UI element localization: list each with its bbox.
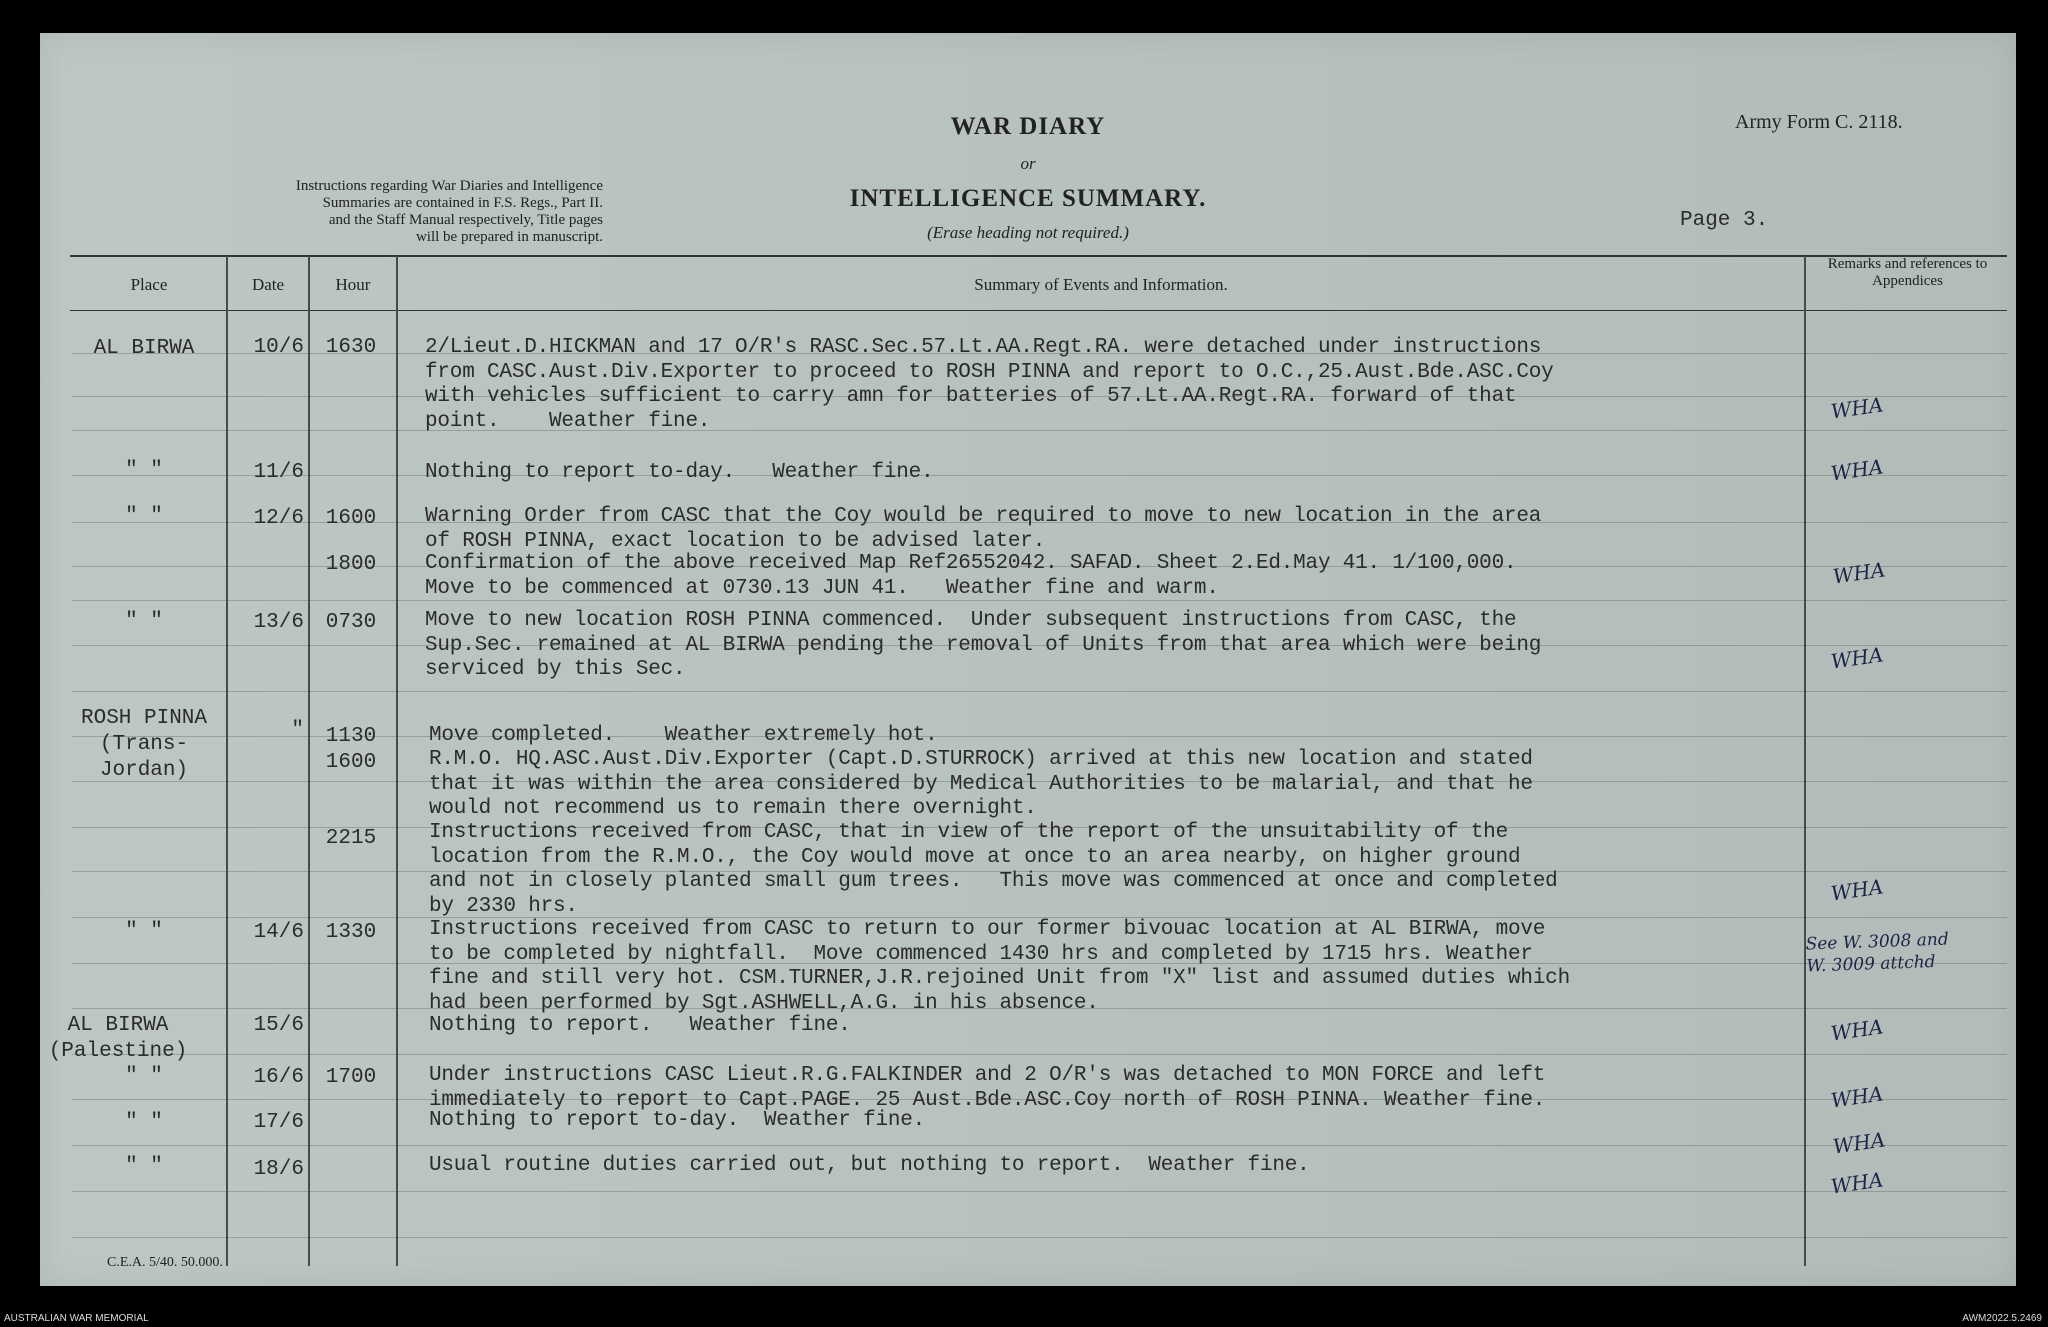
ruled-line <box>72 475 2007 476</box>
table-top-border <box>70 255 2007 257</box>
entry-hour: 0730 <box>325 611 377 634</box>
header-divider <box>70 310 2007 311</box>
war-diary-page <box>40 33 2016 1286</box>
entry-place: " " <box>125 610 163 633</box>
entry-date: 15/6 <box>253 1014 304 1037</box>
initials-signature: WHA <box>1829 642 1885 674</box>
ruled-line <box>72 1191 2007 1192</box>
entry-summary: Nothing to report to-day. Weather fine. <box>429 1109 926 1132</box>
entry-place: " " <box>125 1065 163 1088</box>
diary-subtitle: INTELLIGENCE SUMMARY. <box>849 185 1207 212</box>
column-header-place: Place <box>130 275 168 294</box>
entry-place: " " <box>125 459 163 482</box>
entry-date: 12/6 <box>253 507 304 530</box>
entry-summary: Nothing to report. Weather fine. <box>429 1014 851 1037</box>
archive-caption: AUSTRALIAN WAR MEMORIAL <box>4 1313 149 1324</box>
initials-signature: WHA <box>1829 874 1885 906</box>
entry-place: AL BIRWA (Palestine) <box>48 1014 188 1063</box>
entry-hour: 1700 <box>325 1066 377 1089</box>
print-code: C.E.A. 5/40. 50.000. <box>107 1255 223 1270</box>
column-header-remarks: Remarks and references to Appendices <box>1827 256 1988 289</box>
entry-hour: 1630 <box>325 336 377 359</box>
entry-date: " <box>291 719 304 742</box>
column-divider <box>396 256 398 1266</box>
instructions-line: will be prepared in manuscript. <box>415 229 603 245</box>
entry-date: 14/6 <box>253 921 304 944</box>
entry-place: " " <box>125 1155 163 1178</box>
entry-summary: R.M.O. HQ.ASC.Aust.Div.Exporter (Capt.D.STURROCK) arrived at this new location and stated that it was within the area considered by Medical Authorities to be malarial, and that he would not recommend us to remain there overnight. <box>429 748 1533 820</box>
entry-hour: 1800 <box>325 553 377 576</box>
entry-place: ROSH PINNA (Trans- Jordan) <box>80 707 208 782</box>
initials-signature: WHA <box>1829 1167 1885 1199</box>
erase-note: (Erase heading not required.) <box>927 223 1129 242</box>
form-number: Army Form C. 2118. <box>1735 111 1903 133</box>
instructions-line: Summaries are contained in F.S. Regs., Part II. <box>322 195 603 211</box>
entry-summary: Move to new location ROSH PINNA commenced. Under subsequent instructions from CASC, the Sup.Sec. remained at AL BIRWA pending the removal of Units from that area which were being serviced by this Sec. <box>425 609 1542 681</box>
entry-summary: Move completed. Weather extremely hot. <box>429 724 938 747</box>
diary-title: WAR DIARY <box>950 113 1106 140</box>
ruled-line <box>72 1237 2007 1238</box>
instructions-line: Instructions regarding War Diaries and Intelligence <box>295 178 603 194</box>
column-divider <box>1804 256 1806 1266</box>
column-header-summary: Summary of Events and Information. <box>974 275 1228 294</box>
entry-hour: 2215 <box>325 827 377 850</box>
column-header-hour: Hour <box>335 275 371 294</box>
entry-summary: Instructions received from CASC, that in view of the report of the unsuitability of the location from the R.M.O., the Coy would move at once to an area nearby, on higher ground and not in closely planted small gum trees. This move was commenced at once and completed by 2330 hrs. <box>429 821 1558 918</box>
initials-signature: WHA <box>1829 1014 1885 1046</box>
entry-summary: Warning Order from CASC that the Coy would be required to move to new location in the area of ROSH PINNA, exact location to be advised later. <box>425 505 1542 553</box>
entry-hour: 1130 <box>325 725 377 748</box>
entry-date: 10/6 <box>253 336 304 359</box>
instructions-line: and the Staff Manual respectively, Title pages <box>328 212 603 228</box>
entry-place: " " <box>125 1111 163 1134</box>
entry-summary: Under instructions CASC Lieut.R.G.FALKINDER and 2 O/R's was detached to MON FORCE and left immediately to report to Capt.PAGE. 25 Aust.Bde.ASC.Coy north of ROSH PINNA. Weather fine. <box>429 1064 1546 1112</box>
appendix-note: See W. 3008 and W. 3009 attchd <box>1805 929 1950 977</box>
entry-place: " " <box>125 920 163 943</box>
ruled-line <box>72 1145 2007 1146</box>
entry-date: 16/6 <box>253 1066 304 1089</box>
entry-date: 11/6 <box>253 461 304 484</box>
archive-reference: AWM2022.5.2469 <box>1962 1313 2042 1324</box>
entry-place: " " <box>125 505 163 528</box>
entry-date: 17/6 <box>253 1111 304 1134</box>
ruled-line <box>72 1054 2007 1055</box>
initials-signature: WHA <box>1829 392 1885 424</box>
ruled-line <box>72 691 2007 692</box>
entry-summary: Confirmation of the above received Map Ref26552042. SAFAD. Sheet 2.Ed.May 41. 1/100,000. Move to be commenced at 0730.13 JUN 41. Weather fine and warm. <box>425 552 1517 600</box>
entry-summary: Usual routine duties carried out, but nothing to report. Weather fine. <box>429 1154 1310 1177</box>
entry-date: 18/6 <box>253 1158 304 1181</box>
entry-summary: Instructions received from CASC to return to our former bivouac location at AL BIRWA, move to be completed by nightfall. Move commenced 1430 hrs and completed by 1715 hrs. Weather fine and still very hot. CSM.TURNER,J.R.rejoined Unit from "X" list and assumed duties which had been performed by Sgt.ASHWELL,A.G. in his absence. <box>429 918 1570 1015</box>
entry-hour: 1330 <box>325 921 377 944</box>
column-header-date: Date <box>251 275 285 294</box>
initials-signature: WHA <box>1831 557 1887 589</box>
initials-signature: WHA <box>1829 1081 1885 1113</box>
initials-signature: WHA <box>1831 1127 1887 1159</box>
entry-summary: Nothing to report to-day. Weather fine. <box>425 461 934 484</box>
entry-place: AL BIRWA <box>93 337 195 360</box>
entry-hour: 1600 <box>325 507 377 530</box>
title-or: or <box>1020 154 1036 173</box>
entry-hour: 1600 <box>325 751 377 774</box>
entry-date: 13/6 <box>253 611 304 634</box>
page-number: Page 3. <box>1680 209 1769 232</box>
initials-signature: WHA <box>1829 454 1885 486</box>
entry-summary: 2/Lieut.D.HICKMAN and 17 O/R's RASC.Sec.57.Lt.AA.Regt.RA. were detached under instructions from CASC.Aust.Div.Exporter to proceed to ROSH PINNA and report to O.C.,25.Aust.Bde.ASC.Coy with vehicles sufficient to carry amn for batteries of 57.Lt.AA.Regt.RA. forward of that point. Weather fine. <box>425 336 1554 433</box>
